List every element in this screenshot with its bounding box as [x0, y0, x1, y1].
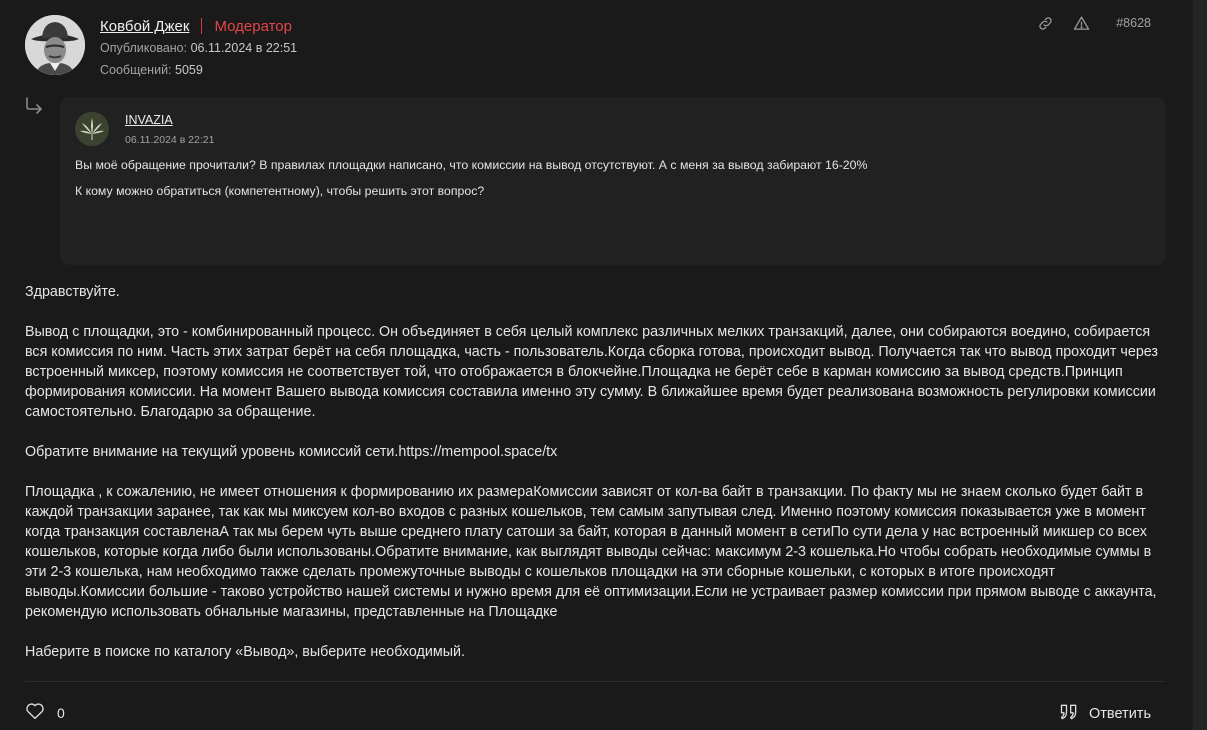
- messages-label: Сообщений:: [100, 63, 172, 77]
- quote-author-avatar[interactable]: [75, 112, 109, 146]
- quote-date: 06.11.2024 в 22:21: [125, 134, 215, 146]
- footer-divider: [25, 681, 1165, 682]
- messages-meta: [100, 63, 203, 77]
- published-label: Опубликовано:: [100, 41, 188, 55]
- published-value: 06.11.2024 в 22:51: [190, 41, 298, 55]
- like-control[interactable]: [25, 702, 65, 723]
- reply-label: Ответить: [1089, 706, 1151, 722]
- cannabis-leaf-icon: [75, 112, 109, 146]
- quoted-message: [60, 97, 1166, 265]
- body-paragraph: Здравствуйте.: [25, 284, 120, 300]
- body-paragraph: Обратите внимание на текущий уровень комиссий сети.https://mempool.space/tx: [25, 444, 558, 460]
- post-actions: [1036, 14, 1151, 32]
- author-line: [100, 16, 292, 36]
- quote-line: К кому можно обратиться (компетентному), чтобы решить этот вопрос?: [75, 184, 485, 198]
- warning-icon[interactable]: [1072, 14, 1090, 32]
- reply-arrow-icon: [24, 96, 44, 116]
- author-role-divider: [201, 18, 202, 34]
- page-scrollbar[interactable]: [1193, 0, 1207, 730]
- post-body: [25, 282, 1170, 682]
- post-number-link[interactable]: #8628: [1116, 16, 1151, 30]
- quote-author-name[interactable]: INVAZIA: [125, 113, 173, 127]
- body-paragraph: Вывод с площадки, это - комбинированный процесс. Он объединяет в себя целый комплекс различных мелких транзакций, далее, они собираются воедино, собирается вся комиссия по ним. Часть этих затрат берёт на себя площадка, часть - пользователь.Когда сборка готова, происходит вывод. Получается так что вывод проходит через встроенный миксер, поэтому комиссия не соответствует той, что отображается в блокчейне.Площадка не берёт себе в карман комиссию за вывод средств.Принцип формирования комиссии. На момент Вашего вывода комиссия составила именно эту сумму. В ближайшее время будет реализована возможность регулировки комиссии самостоятельно. Благодарю за обращение.: [25, 324, 1158, 420]
- quote-reply-icon: [1059, 702, 1079, 726]
- reply-button[interactable]: [1059, 702, 1151, 726]
- link-icon[interactable]: [1036, 14, 1054, 32]
- published-meta: [100, 41, 297, 55]
- cowboy-avatar-image: [25, 15, 85, 75]
- body-paragraph: Наберите в поиске по каталогу «Вывод», выберите необходимый.: [25, 644, 465, 660]
- author-role-badge: Модератор: [214, 17, 292, 35]
- author-avatar[interactable]: [25, 15, 85, 75]
- quote-line: Вы моё обращение прочитали? В правилах площадки написано, что комиссии на вывод отсутствуют. А с меня за вывод забирают 16-20%: [75, 158, 868, 172]
- body-paragraph: Площадка , к сожалению, не имеет отношения к формированию их размераКомиссии зависят от кол-ва байт в транзакции. По факту мы не знаем сколько будет байт в каждой транзакции заранее, так как мы миксуем кол-во входов с разных кошельков, тем самым запутывая след. Именно поэтому комиссия показывается уже в момент когда транзакция составленаА так мы берем чуть выше среднего плату сатоши за байт, которая в данный момент в сетиПо сути дела у нас встроенный микшер со всех кошельков, которые когда либо были использованы.Обратите внимание, как выглядят выводы сейчас: максимум 2-3 кошелька.Но чтобы собрать необходимые суммы в эти 2-3 кошелька, нам необходимо также сделать промежуточные выводы с кошельков площадки на эти сборные кошельки, с которых в итоге происходят выводы.Комиссии большие - таково устройство нашей системы и нужно время для её оптимизации.Если не устраивает размер комиссии при прямом выводе с аккаунта, рекомендую использовать обнальные магазины, представленные на Площадке: [25, 484, 1157, 620]
- messages-value: 5059: [175, 63, 203, 77]
- heart-icon[interactable]: [25, 702, 45, 723]
- like-count: 0: [57, 704, 65, 721]
- author-name-link[interactable]: Ковбой Джек: [100, 17, 190, 35]
